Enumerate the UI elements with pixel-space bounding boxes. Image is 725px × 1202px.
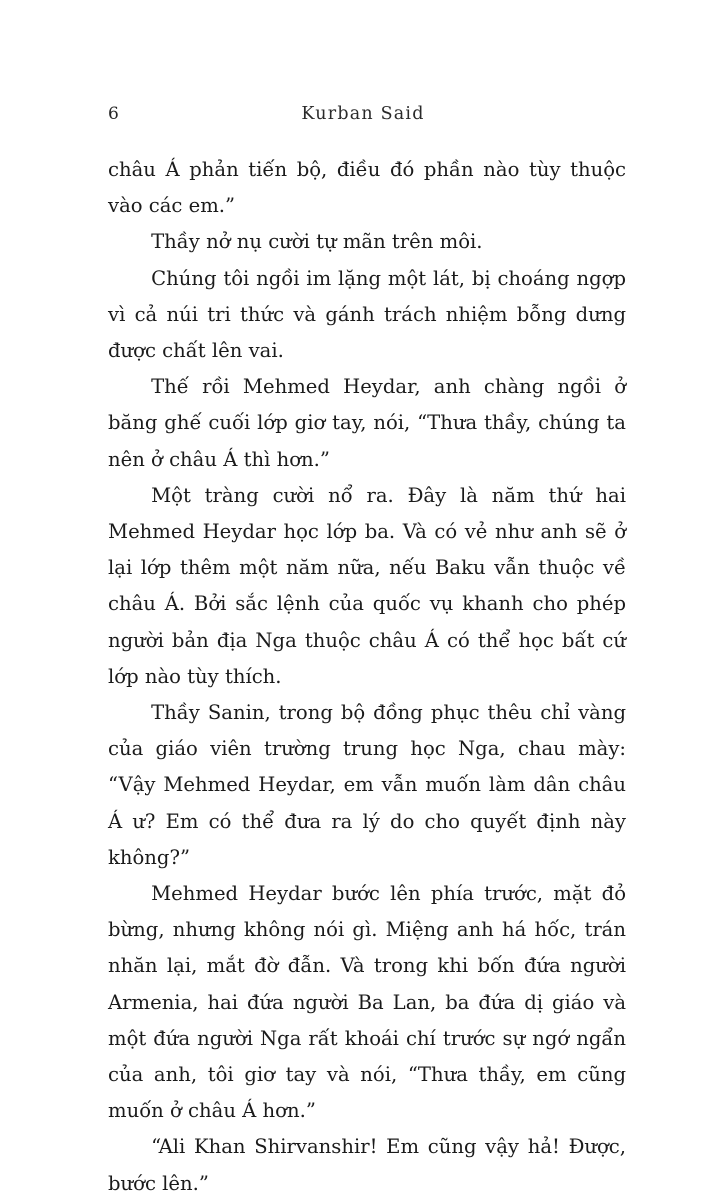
paragraph: Thầy nở nụ cười tự mãn trên môi.	[151, 230, 483, 254]
paragraph: Thế rồi Mehmed Heydar, anh chàng ngồi ở băng ghế cuối lớp giơ tay, nói, “Thưa thầy, chúng ta nên ở châu Á thì hơn.”	[108, 375, 626, 471]
paragraph: châu Á phản tiến bộ, điều đó phần nào tùy thuộc vào các em.”	[108, 158, 626, 218]
paragraph: Thầy Sanin, trong bộ đồng phục thêu chỉ vàng của giáo viên trường trung học Nga, chau mày: “Vậy Mehmed Heydar, em vẫn muốn làm dân châu Á ư? Em có thể đưa ra lý do cho quyết định này không?”	[108, 701, 626, 869]
paragraph: Mehmed Heydar bước lên phía trước, mặt đỏ bừng, nhưng không nói gì. Miệng anh há hốc, trán nhăn lại, mắt đờ đẫn. Và trong khi bốn đứa người Armenia, hai đứa người Ba Lan, ba đứa dị giáo và một đứa người Nga rất khoái chí trước sự ngớ ngẩn của anh, tôi giơ tay và nói, “Thưa thầy, em cũng muốn ở châu Á hơn.”	[108, 882, 626, 1123]
running-head	[108, 104, 618, 130]
paragraph: “Ali Khan Shirvanshir! Em cũng vậy hả! Được, bước lên.”	[108, 1135, 626, 1195]
page-number: 6	[108, 104, 120, 124]
paragraph: Chúng tôi ngồi im lặng một lát, bị choáng ngợp vì cả núi tri thức và gánh trách nhiệm bỗng dưng được chất lên vai.	[108, 266, 626, 363]
body-text	[108, 152, 626, 1202]
paragraph: Một tràng cười nổ ra. Đây là năm thứ hai Mehmed Heydar học lớp ba. Và có vẻ như anh sẽ ở lại lớp thêm một năm nữa, nếu Baku vẫn thuộc về châu Á. Bởi sắc lệnh của quốc vụ khanh cho phép người bản địa Nga thuộc châu Á có thể học bất cứ lớp nào tùy thích.	[108, 483, 626, 688]
running-title: Kurban Said	[301, 104, 425, 124]
